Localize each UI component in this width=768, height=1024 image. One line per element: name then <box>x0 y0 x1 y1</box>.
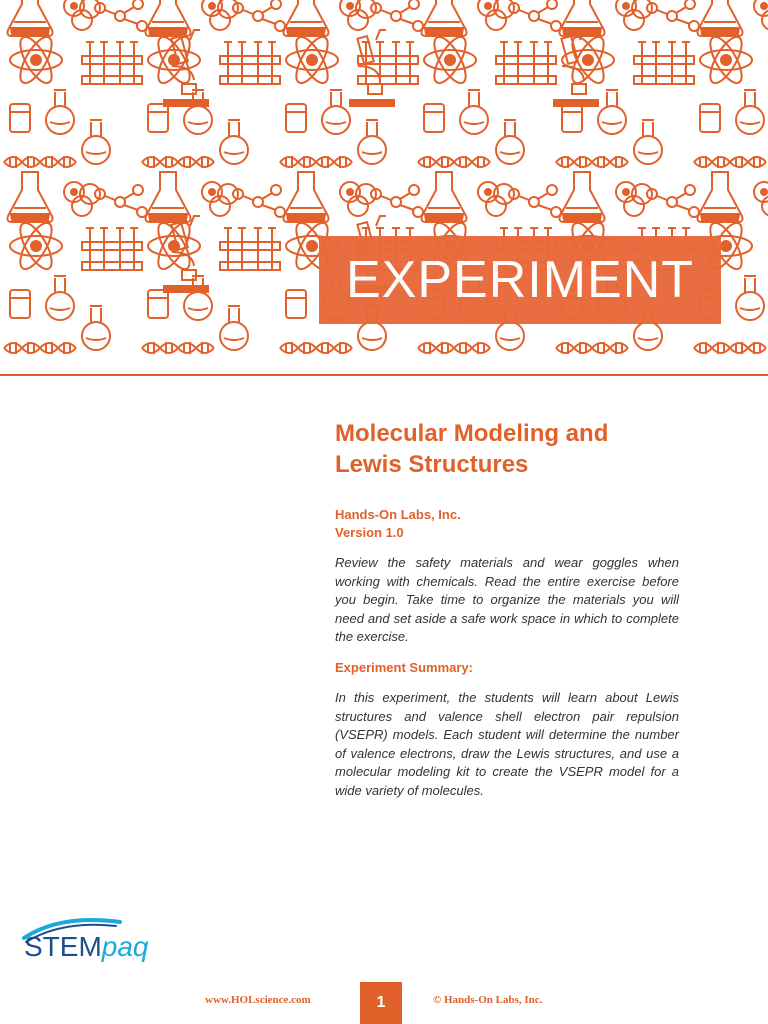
header-divider <box>0 374 768 376</box>
organization-name: Hands-On Labs, Inc. <box>335 507 461 522</box>
page-number: 1 <box>360 982 402 1024</box>
version-label: Version 1.0 <box>335 525 404 540</box>
document-content <box>335 418 679 801</box>
logo-text-paq: paq <box>101 931 149 962</box>
stempaq-logo <box>20 912 190 972</box>
document-title-line2: Lewis Structures <box>335 451 529 478</box>
banner-label: EXPERIMENT <box>345 251 695 309</box>
logo-text-stem: STEM <box>24 931 102 962</box>
summary-heading: Experiment Summary: <box>335 659 473 675</box>
footer-copyright: © Hands-On Labs, Inc. <box>433 994 543 1006</box>
footer-website: www.HOLscience.com <box>205 994 311 1006</box>
summary-paragraph: In this experiment, the students will learn about Lewis structures and valence shell electron pair repulsion (VSEPR) models. Each student will determine the number of valence electrons, draw the Lewis structures, and use a molecular modeling kit to create the VSEPR model for a wide variety of molecules. <box>335 689 679 798</box>
document-title-line1: Molecular Modeling and <box>335 420 609 447</box>
experiment-banner <box>319 236 721 324</box>
safety-paragraph: Review the safety materials and wear goggles when working with chemicals. Read the entire exercise before you begin. Take time to organize the materials you will need and set aside a safe work space in which to complete the exercise. <box>335 555 679 645</box>
